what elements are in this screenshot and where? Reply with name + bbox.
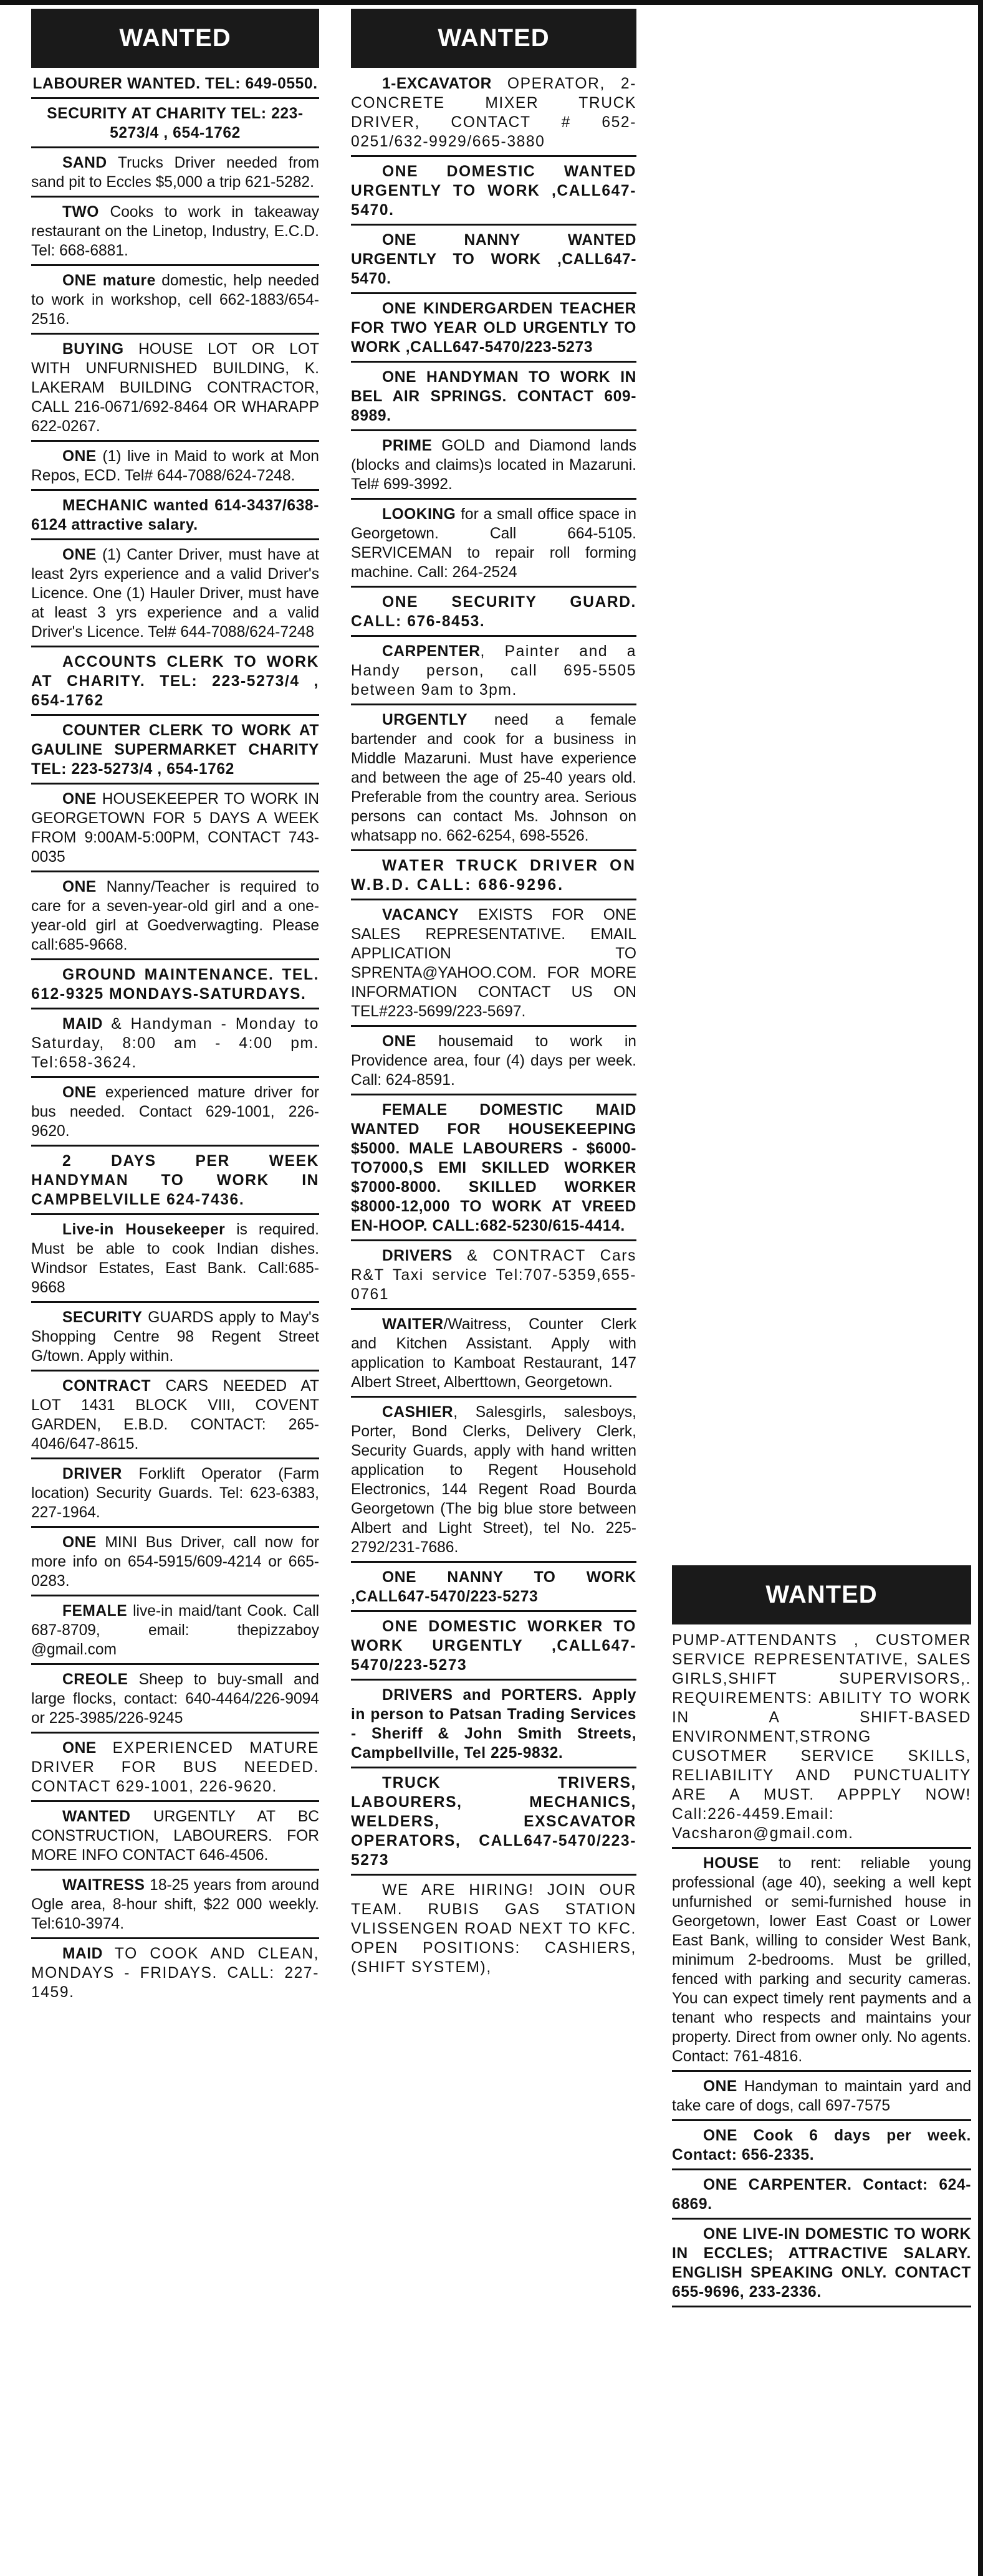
- ad-lead: MAID: [62, 1016, 103, 1033]
- classified-ad: [351, 298, 636, 363]
- classified-ad: [351, 1772, 636, 1876]
- ad-text: [351, 299, 636, 357]
- ad-text: [31, 1014, 319, 1072]
- ad-text: [351, 1617, 636, 1675]
- ad-lead: ONE: [382, 1033, 416, 1050]
- ad-text: [351, 1100, 636, 1236]
- ad-body: GROUND MAINTENANCE. TEL. 612-9325 MONDAYS-SATURDAYS.: [31, 966, 319, 1003]
- classified-ad: [672, 1853, 971, 2072]
- ad-lead: SECURITY: [62, 1309, 143, 1326]
- classified-ad: [351, 855, 636, 900]
- classified-ad: [31, 495, 319, 540]
- classified-ad: [351, 229, 636, 294]
- ad-lead: SAND: [62, 155, 107, 171]
- ad-body: FEMALE DOMESTIC MAID WANTED FOR HOUSEKEEPING $5000. MALE LABOURERS - $6000-TO7000,S EMI SKILLED WORKER $7000-8000. SKILLED WORKER $8000-12,000 TO WORK AT VREED EN-HOOP. CALL:682-5230/615-4414.: [351, 1102, 636, 1234]
- ad-text: [351, 710, 636, 846]
- classified-ad: [31, 1874, 319, 1939]
- ad-text: [31, 1220, 319, 1297]
- ad-body: DRIVERS and PORTERS. Apply in person to Patsan Trading Services - Sheriff & John Smith Streets, Campbellville, Tel 225-9832.: [351, 1687, 636, 1762]
- classified-ad: [351, 503, 636, 588]
- page-border-right: [978, 0, 983, 2576]
- ad-lead: CASHIER: [382, 1404, 454, 1421]
- ad-body: ONE LIVE-IN DOMESTIC TO WORK IN ECCLES; ATTRACTIVE SALARY. ENGLISH SPEAKING ONLY. CONTACT 655-9696, 233-2336.: [672, 2226, 971, 2301]
- ad-text: [31, 1152, 319, 1209]
- ad-body: housemaid to work in Providence area, four (4) days per week. Call: 624-8591.: [351, 1033, 636, 1089]
- ad-text: [31, 340, 319, 436]
- classified-ad: [351, 1616, 636, 1681]
- ad-body: GUARDS apply to May's Shopping Centre 98 Regent Street G/town. Apply within.: [31, 1309, 319, 1365]
- ad-text: [31, 74, 319, 93]
- classified-ad: [351, 1245, 636, 1310]
- classified-ad: [31, 1082, 319, 1147]
- classified-ad: [31, 103, 319, 148]
- ad-lead: BUYING: [62, 341, 124, 358]
- ad-body: ONE SECURITY GUARD. CALL: 676-8453.: [351, 594, 636, 630]
- classified-ad: [31, 1669, 319, 1734]
- ad-text: [351, 1315, 636, 1392]
- ad-text: [351, 162, 636, 220]
- ad-lead: DRIVER: [62, 1466, 122, 1482]
- ad-body: Forklift Operator (Farm location) Security Guards. Tel: 623-6383, 227-1964.: [31, 1466, 319, 1521]
- classified-ad: [351, 904, 636, 1027]
- wanted-header: WANTED: [351, 9, 636, 68]
- ad-text: [351, 368, 636, 426]
- ad-lead: WAITRESS: [62, 1877, 145, 1894]
- ad-body: OPERATOR, 2- CONCRETE MIXER TRUCK DRIVER, CONTACT # 652-0251/632-9929/665-3880: [351, 75, 636, 150]
- ad-body: , Salesgirls, salesboys, Porter, Bond Clerks, Delivery Clerk, Security Guards, apply with hand written application to Regent Household Electronics, 144 Regent Road Bourda Georgetown (The big blue store between Albert and Light Street), tel No. 225-2792/231-7686.: [351, 1404, 636, 1556]
- ad-text: [31, 271, 319, 329]
- ad-body: CARS NEEDED AT LOT 1431 BLOCK VIII, COVENT GARDEN, E.B.D. CONTACT: 265-4046/647-8615.: [31, 1378, 319, 1453]
- classified-ad: [351, 366, 636, 431]
- ad-body: URGENTLY AT BC CONSTRUCTION, LABOURERS. FOR MORE INFO CONTACT 646-4506.: [31, 1808, 319, 1864]
- ad-body: live-in maid/tant Cook. Call 687-8709, email: thepizzaboy @gmail.com: [31, 1603, 319, 1658]
- ad-list: [672, 1629, 971, 2307]
- ad-body: is required. Must be able to cook Indian dishes. Windsor Estates, East Bank. Call:685-9668: [31, 1221, 320, 1296]
- classified-column-1: [31, 9, 319, 2010]
- ad-lead: ONE: [62, 1534, 97, 1551]
- ad-text: [351, 436, 636, 494]
- ad-body: Cooks to work in takeaway restaurant on the Linetop, Industry, E.C.D. Tel: 668-6881.: [31, 204, 319, 259]
- ad-lead: ONE mature: [62, 272, 156, 289]
- classified-ad: [31, 270, 319, 335]
- classified-ad: [351, 1401, 636, 1563]
- ad-lead: ONE: [62, 791, 97, 808]
- ad-lead: LOOKING: [382, 506, 456, 523]
- classified-ad: [31, 651, 319, 716]
- ad-text: [351, 1568, 636, 1606]
- ad-body: EXPERIENCED MATURE DRIVER FOR BUS NEEDED. CONTACT 629-1001, 226-9620.: [31, 1740, 319, 1795]
- classified-ad: [31, 544, 319, 647]
- classified-ad: [351, 1684, 636, 1768]
- ad-text: [31, 789, 319, 867]
- ad-lead: WAITER: [382, 1316, 444, 1333]
- classified-ad: [31, 720, 319, 785]
- ad-body: ONE DOMESTIC WANTED URGENTLY TO WORK ,CALL647-5470.: [351, 163, 636, 219]
- ad-text: [672, 1631, 971, 1843]
- ad-body: 2 DAYS PER WEEK HANDYMAN TO WORK IN CAMPBELVILLE 624-7436.: [31, 1153, 319, 1208]
- classified-ad: [672, 2076, 971, 2121]
- page-border-top: [0, 0, 983, 5]
- ad-body: need a female bartender and cook for a business in Middle Mazaruni. Must have experience and between the age of 25-40 years old. Preferable from the country area. Serious persons can contact Ms. Johnson on whatsapp no. 662-6254, 698-5526.: [351, 712, 636, 844]
- classified-ad: [672, 1629, 971, 1849]
- ad-body: ONE NANNY WANTED URGENTLY TO WORK ,CALL647-5470.: [351, 232, 636, 287]
- classified-ad: [31, 446, 319, 491]
- classified-ad: [31, 876, 319, 960]
- ad-text: [31, 1739, 319, 1796]
- classified-ad: [31, 1219, 319, 1303]
- ad-body: SECURITY AT CHARITY TEL: 223-5273/4 , 654-1762: [47, 105, 304, 141]
- classified-ad: [672, 2174, 971, 2220]
- ad-lead: ONE: [62, 1740, 97, 1757]
- ad-list: [351, 73, 636, 1981]
- ad-body: & Handyman - Monday to Saturday, 8:00 am - 4:00 pm. Tel:658-3624.: [31, 1016, 319, 1071]
- ad-text: [672, 2126, 971, 2165]
- ad-body: ONE NANNY TO WORK ,CALL647-5470/223-5273: [351, 1569, 636, 1605]
- ad-lead: Live-in Housekeeper: [62, 1221, 226, 1238]
- ad-text: [351, 642, 636, 700]
- ad-text: [31, 721, 319, 779]
- ad-text: [672, 2225, 971, 2302]
- ad-text: [351, 231, 636, 289]
- wanted-header: WANTED: [31, 9, 319, 68]
- ad-text: [672, 1854, 971, 2066]
- ad-text: [31, 1376, 319, 1454]
- ad-lead: ONE: [703, 2078, 737, 2095]
- ad-body: ACCOUNTS CLERK TO WORK AT CHARITY. TEL: 223-5273/4 , 654-1762: [31, 654, 319, 709]
- ad-list: [31, 73, 319, 2006]
- ad-lead: MAID: [62, 1945, 103, 1962]
- classified-ad: [31, 1013, 319, 1078]
- classified-ad: [351, 591, 636, 637]
- ad-text: [31, 1533, 319, 1591]
- classified-ad: [31, 1307, 319, 1371]
- classified-ad: [31, 1532, 319, 1596]
- ad-body: /Waitress, Counter Clerk and Kitchen Assistant. Apply with application to Kamboat Restaurant, 147 Albert Street, Alberttown, Georgetown.: [351, 1316, 636, 1391]
- classified-ad: [31, 1943, 319, 2006]
- classified-ad: [31, 1150, 319, 1215]
- ad-body: , Painter and a Handy person, call 695-5505 between 9am to 3pm.: [351, 643, 636, 699]
- classified-ad: [351, 1099, 636, 1241]
- ad-text: [672, 2077, 971, 2116]
- classified-ad: [351, 1031, 636, 1095]
- ad-lead: PRIME: [382, 437, 433, 454]
- classified-ad: [351, 1314, 636, 1398]
- ad-lead: 1-EXCAVATOR: [382, 75, 492, 92]
- ad-text: [351, 1881, 636, 1977]
- ad-text: [31, 545, 319, 642]
- ad-body: COUNTER CLERK TO WORK AT GAULINE SUPERMARKET CHARITY TEL: 223-5273/4 , 654-1762: [31, 722, 319, 778]
- ad-text: [31, 1083, 319, 1141]
- ad-body: WE ARE HIRING! JOIN OUR TEAM. RUBIS GAS STATION VLISSENGEN ROAD NEXT TO KFC. OPEN POSITIONS: CASHIERS, (SHIFT SYSTEM),: [351, 1882, 636, 1976]
- ad-lead: CREOLE: [62, 1671, 128, 1688]
- ad-body: TRUCK TRIVERS, LABOURERS, MECHANICS, WELDERS, EXSCAVATOR OPERATORS, CALL647-5470/223-5273: [351, 1775, 636, 1869]
- ad-lead: ONE: [62, 546, 97, 563]
- ad-body: ONE HANDYMAN TO WORK IN BEL AIR SPRINGS. CONTACT 609-8989.: [351, 369, 636, 424]
- ad-body: Trucks Driver needed from sand pit to Eccles $5,000 a trip 621-5282.: [31, 155, 319, 191]
- ad-text: [31, 153, 319, 192]
- ad-text: [31, 1876, 319, 1934]
- ad-text: [31, 965, 319, 1004]
- ad-text: [351, 1686, 636, 1763]
- ad-lead: DRIVERS: [382, 1247, 453, 1264]
- ad-body: ONE DOMESTIC WORKER TO WORK URGENTLY ,CALL647-5470/223-5273: [351, 1618, 636, 1674]
- classified-ad: [31, 1375, 319, 1459]
- ad-lead: ONE: [62, 1084, 97, 1101]
- ad-lead: ONE: [62, 448, 97, 465]
- classified-column-2: [351, 9, 636, 1985]
- classified-ad: [672, 2223, 971, 2307]
- ad-body: TO COOK AND CLEAN, MONDAYS - FRIDAYS. CALL: 227-1459.: [31, 1945, 319, 2001]
- ad-lead: FEMALE: [62, 1603, 128, 1620]
- classified-ad: [351, 1567, 636, 1612]
- ad-text: [31, 1464, 319, 1522]
- ad-body: WATER TRUCK DRIVER ON W.B.D. CALL: 686-9296.: [351, 857, 636, 894]
- ad-text: [351, 1246, 636, 1304]
- ad-body: Sheep to buy-small and large flocks, contact: 640-4464/226-9094 or 225-3985/226-9245: [31, 1671, 319, 1727]
- ad-body: (1) live in Maid to work at Mon Repos, ECD. Tel# 644-7088/624-7248.: [31, 448, 319, 484]
- classified-ad: [31, 1600, 319, 1665]
- classified-ad: [31, 73, 319, 99]
- classified-ad: [351, 73, 636, 157]
- classified-ad: [351, 1879, 636, 1981]
- ad-body: HOUSE LOT OR LOT WITH UNFURNISHED BUILDING, K. LAKERAM BUILDING CONTRACTOR, CALL 216-0671/692-8464 OR WHARAPP 622-0267.: [31, 341, 319, 435]
- ad-body: GOLD and Diamond lands (blocks and claims)s located in Mazaruni. Tel# 699-3992.: [351, 437, 636, 493]
- ad-lead: CARPENTER: [382, 643, 481, 660]
- ad-body: for a small office space in Georgetown. Call 664-5105. SERVICEMAN to repair roll forming machine. Call: 264-2524: [351, 506, 636, 581]
- ad-text: [351, 905, 636, 1021]
- classified-ad: [672, 2125, 971, 2170]
- ad-text: [351, 1032, 636, 1090]
- ad-text: [31, 1944, 319, 2002]
- ad-text: [351, 1773, 636, 1870]
- classified-ad: [31, 964, 319, 1009]
- wanted-header: WANTED: [672, 1565, 971, 1624]
- ad-body: (1) Canter Driver, must have at least 2yrs experience and a valid Driver's Licence. One (1) Hauler Driver, must have at least 3 yrs experience and a valid Driver's Licence. Tel# 644-7088/624-7248: [31, 546, 319, 641]
- ad-body: ONE Cook 6 days per week. Contact: 656-2335.: [672, 2127, 971, 2163]
- ad-body: ONE KINDERGARDEN TEACHER FOR TWO YEAR OLD URGENTLY TO WORK ,CALL647-5470/223-5273: [351, 300, 636, 356]
- ad-lead: TWO: [62, 204, 99, 221]
- classified-ad: [31, 338, 319, 442]
- ad-body: EXISTS FOR ONE SALES REPRESENTATIVE. EMAIL APPLICATION TO SPRENTA@YAHOO.COM. FOR MORE INFORMATION CONTACT US ON TEL#223-5699/223-5697.: [351, 907, 636, 1020]
- classified-ad: [31, 201, 319, 266]
- classified-ad: [351, 709, 636, 851]
- ad-text: [31, 496, 319, 535]
- classified-ad: [351, 641, 636, 705]
- ad-text: [31, 652, 319, 710]
- classified-column-3: [672, 1565, 971, 2311]
- ad-text: [351, 1403, 636, 1557]
- ad-body: LABOURER WANTED. TEL: 649-0550.: [32, 75, 318, 92]
- classified-ad: [31, 152, 319, 198]
- classified-ad: [31, 1463, 319, 1528]
- ad-body: ONE CARPENTER. Contact: 624-6869.: [672, 2177, 971, 2213]
- ad-text: [31, 1670, 319, 1728]
- ad-text: [351, 856, 636, 895]
- ad-body: 18-25 years from around Ogle area, 8-hour shift, $22 000 weekly. Tel:610-3974.: [31, 1877, 319, 1932]
- ad-text: [31, 1601, 319, 1659]
- ad-body: domestic, help needed to work in workshop, cell 662-1883/654-2516.: [31, 272, 319, 328]
- ad-lead: ONE: [62, 879, 97, 895]
- ad-lead: VACANCY: [382, 907, 459, 923]
- ad-body: HOUSEKEEPER TO WORK IN GEORGETOWN FOR 5 DAYS A WEEK FROM 9:00AM-5:00PM, CONTACT 743-0035: [31, 791, 319, 866]
- classified-ad: [351, 161, 636, 226]
- ad-body: to rent: reliable young professional (age 40), seeking a well kept unfurnished or semi-furnished house in Georgetown, lower East Coast or Lower East Bank, willing to consider West Bank, minimum 2-bedrooms. Must be grilled, fenced with parking and security cameras. You can expect timely rent payments and a tenant who respects and maintains your property. Direct from owner only. No agents. Contact: 761-4816.: [672, 1855, 971, 2065]
- ad-text: [351, 593, 636, 631]
- ad-body: Handyman to maintain yard and take care of dogs, call 697-7575: [672, 2078, 971, 2114]
- classified-ad: [31, 1737, 319, 1802]
- classified-ad: [31, 1806, 319, 1871]
- ad-body: Nanny/Teacher is required to care for a seven-year-old girl and a one-year-old girl at Goedverwagting. Please call:685-9668.: [31, 879, 319, 953]
- ad-text: [31, 1308, 319, 1366]
- ad-text: [31, 447, 319, 485]
- ad-text: [31, 1807, 319, 1865]
- ad-body: MECHANIC wanted 614-3437/638-6124 attractive salary.: [31, 497, 319, 533]
- ad-body: MINI Bus Driver, call now for more info on 654-5915/609-4214 or 665-0283.: [31, 1534, 319, 1590]
- ad-lead: URGENTLY: [382, 712, 468, 728]
- classified-ad: [31, 788, 319, 872]
- ad-text: [31, 203, 319, 260]
- ad-body: experienced mature driver for bus needed. Contact 629-1001, 226-9620.: [31, 1084, 319, 1140]
- classified-ad: [351, 435, 636, 500]
- ad-text: [351, 505, 636, 582]
- ad-body: & CONTRACT Cars R&T Taxi service Tel:707-5359,655-0761: [351, 1247, 636, 1303]
- ad-text: [351, 74, 636, 151]
- ad-lead: CONTRACT: [62, 1378, 151, 1395]
- ad-lead: WANTED: [62, 1808, 131, 1825]
- ad-text: [672, 2175, 971, 2214]
- ad-body: PUMP-ATTENDANTS , CUSTOMER SERVICE REPRESENTATIVE, SALES GIRLS,SHIFT SUPERVISORS,. REQUIREMENTS: ABILITY TO WORK IN A SHIFT-BASED ENVIRONMENT,STRONG CUSOTMER SERVICE SKILLS, RELIABILITY AND PUNCTUALITY ARE A MUST. APPPLY NOW! Call:226-4459.Email: Vacsharon@gmail.com.: [672, 1632, 971, 1842]
- ad-text: [31, 877, 319, 955]
- ad-lead: HOUSE: [703, 1855, 759, 1872]
- ad-text: [31, 104, 319, 143]
